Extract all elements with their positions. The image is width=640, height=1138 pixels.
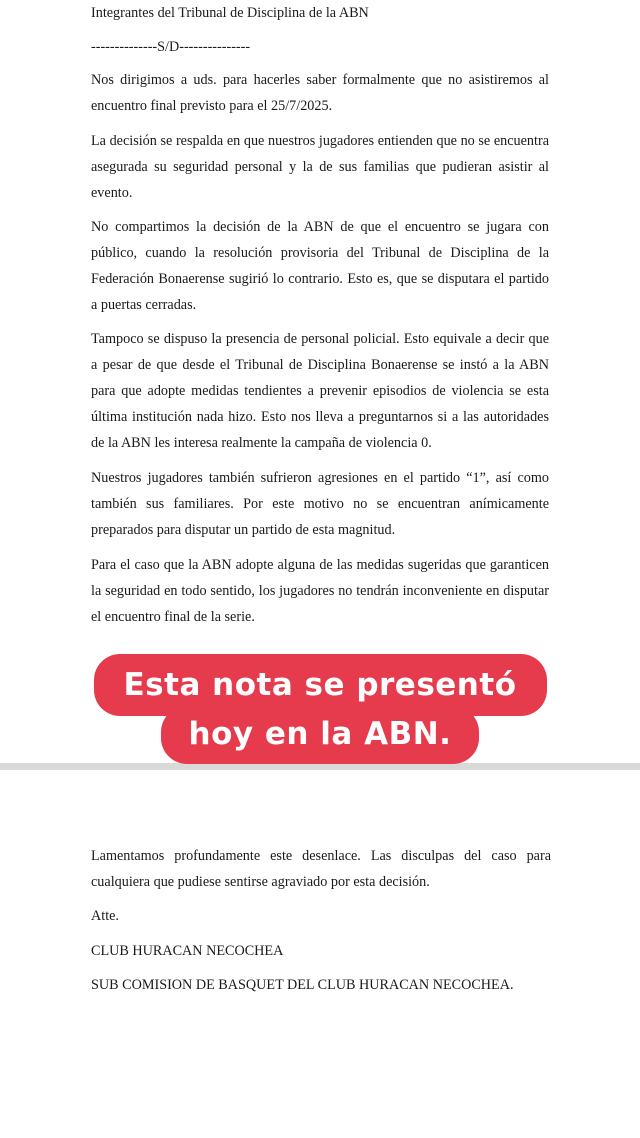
closing-paragraph: Lamentamos profundamente este desenlace. Las disculpas del caso para cualquiera que pudiese sentirse agraviado por esta decisión. (91, 848, 551, 890)
paragraph-2: La decisión se respalda en que nuestros jugadores entienden que no se encuentra asegurada su seguridad personal y la de sus familias que pudieran asistir al evento. (91, 133, 549, 201)
overlay-caption-row-2 (0, 706, 640, 764)
paragraph-3: No compartimos la decisión de la ABN de que el encuentro se jugara con público, cuando la resolución provisoria del Tribunal de Disciplina de la Federación Bonaerense sugirió lo contrario. Esto es, que se disputara el partido a puertas cerradas. (91, 219, 549, 313)
paragraph-5: Nuestros jugadores también sufrieron agresiones en el partido “1”, así como también sus familiares. Por este motivo no se encuentran anímicamente preparados para disputar un partido de esta magnitud. (91, 470, 549, 538)
paragraph-1: Nos dirigimos a uds. para hacerles saber formalmente que no asistiremos al encuentro final previsto para el 25/7/2025. (91, 72, 549, 114)
recipient-line: Integrantes del Tribunal de Disciplina de la ABN (91, 5, 369, 21)
overlay-caption-line-2: hoy en la ABN. (161, 706, 480, 764)
paragraph-4: Tampoco se dispuso la presencia de personal policial. Esto equivale a decir que a pesar de que desde el Tribunal de Disciplina Bonaerense se instó a la ABN para que adopte medidas tendientes a prevenir episodios de violencia se esta última institución nada hizo. Esto nos lleva a preguntarnos si a las autoridades de la ABN les interesa realmente la campaña de violencia 0. (91, 331, 549, 451)
signature-club: CLUB HURACAN NECOCHEA (91, 943, 284, 959)
paragraph-6: Para el caso que la ABN adopte alguna de las medidas sugeridas que garanticen la seguridad en todo sentido, los jugadores no tendrán inconveniente en disputar el encuentro final de la serie. (91, 557, 549, 625)
page-separator (0, 763, 640, 770)
signature-subcommission: SUB COMISION DE BASQUET DEL CLUB HURACAN NECOCHEA. (91, 977, 514, 993)
sign-off: Atte. (91, 908, 119, 924)
salutation-line: --------------S/D--------------- (91, 39, 251, 55)
overlay-caption-line-1: Esta nota se presentó (94, 654, 547, 716)
